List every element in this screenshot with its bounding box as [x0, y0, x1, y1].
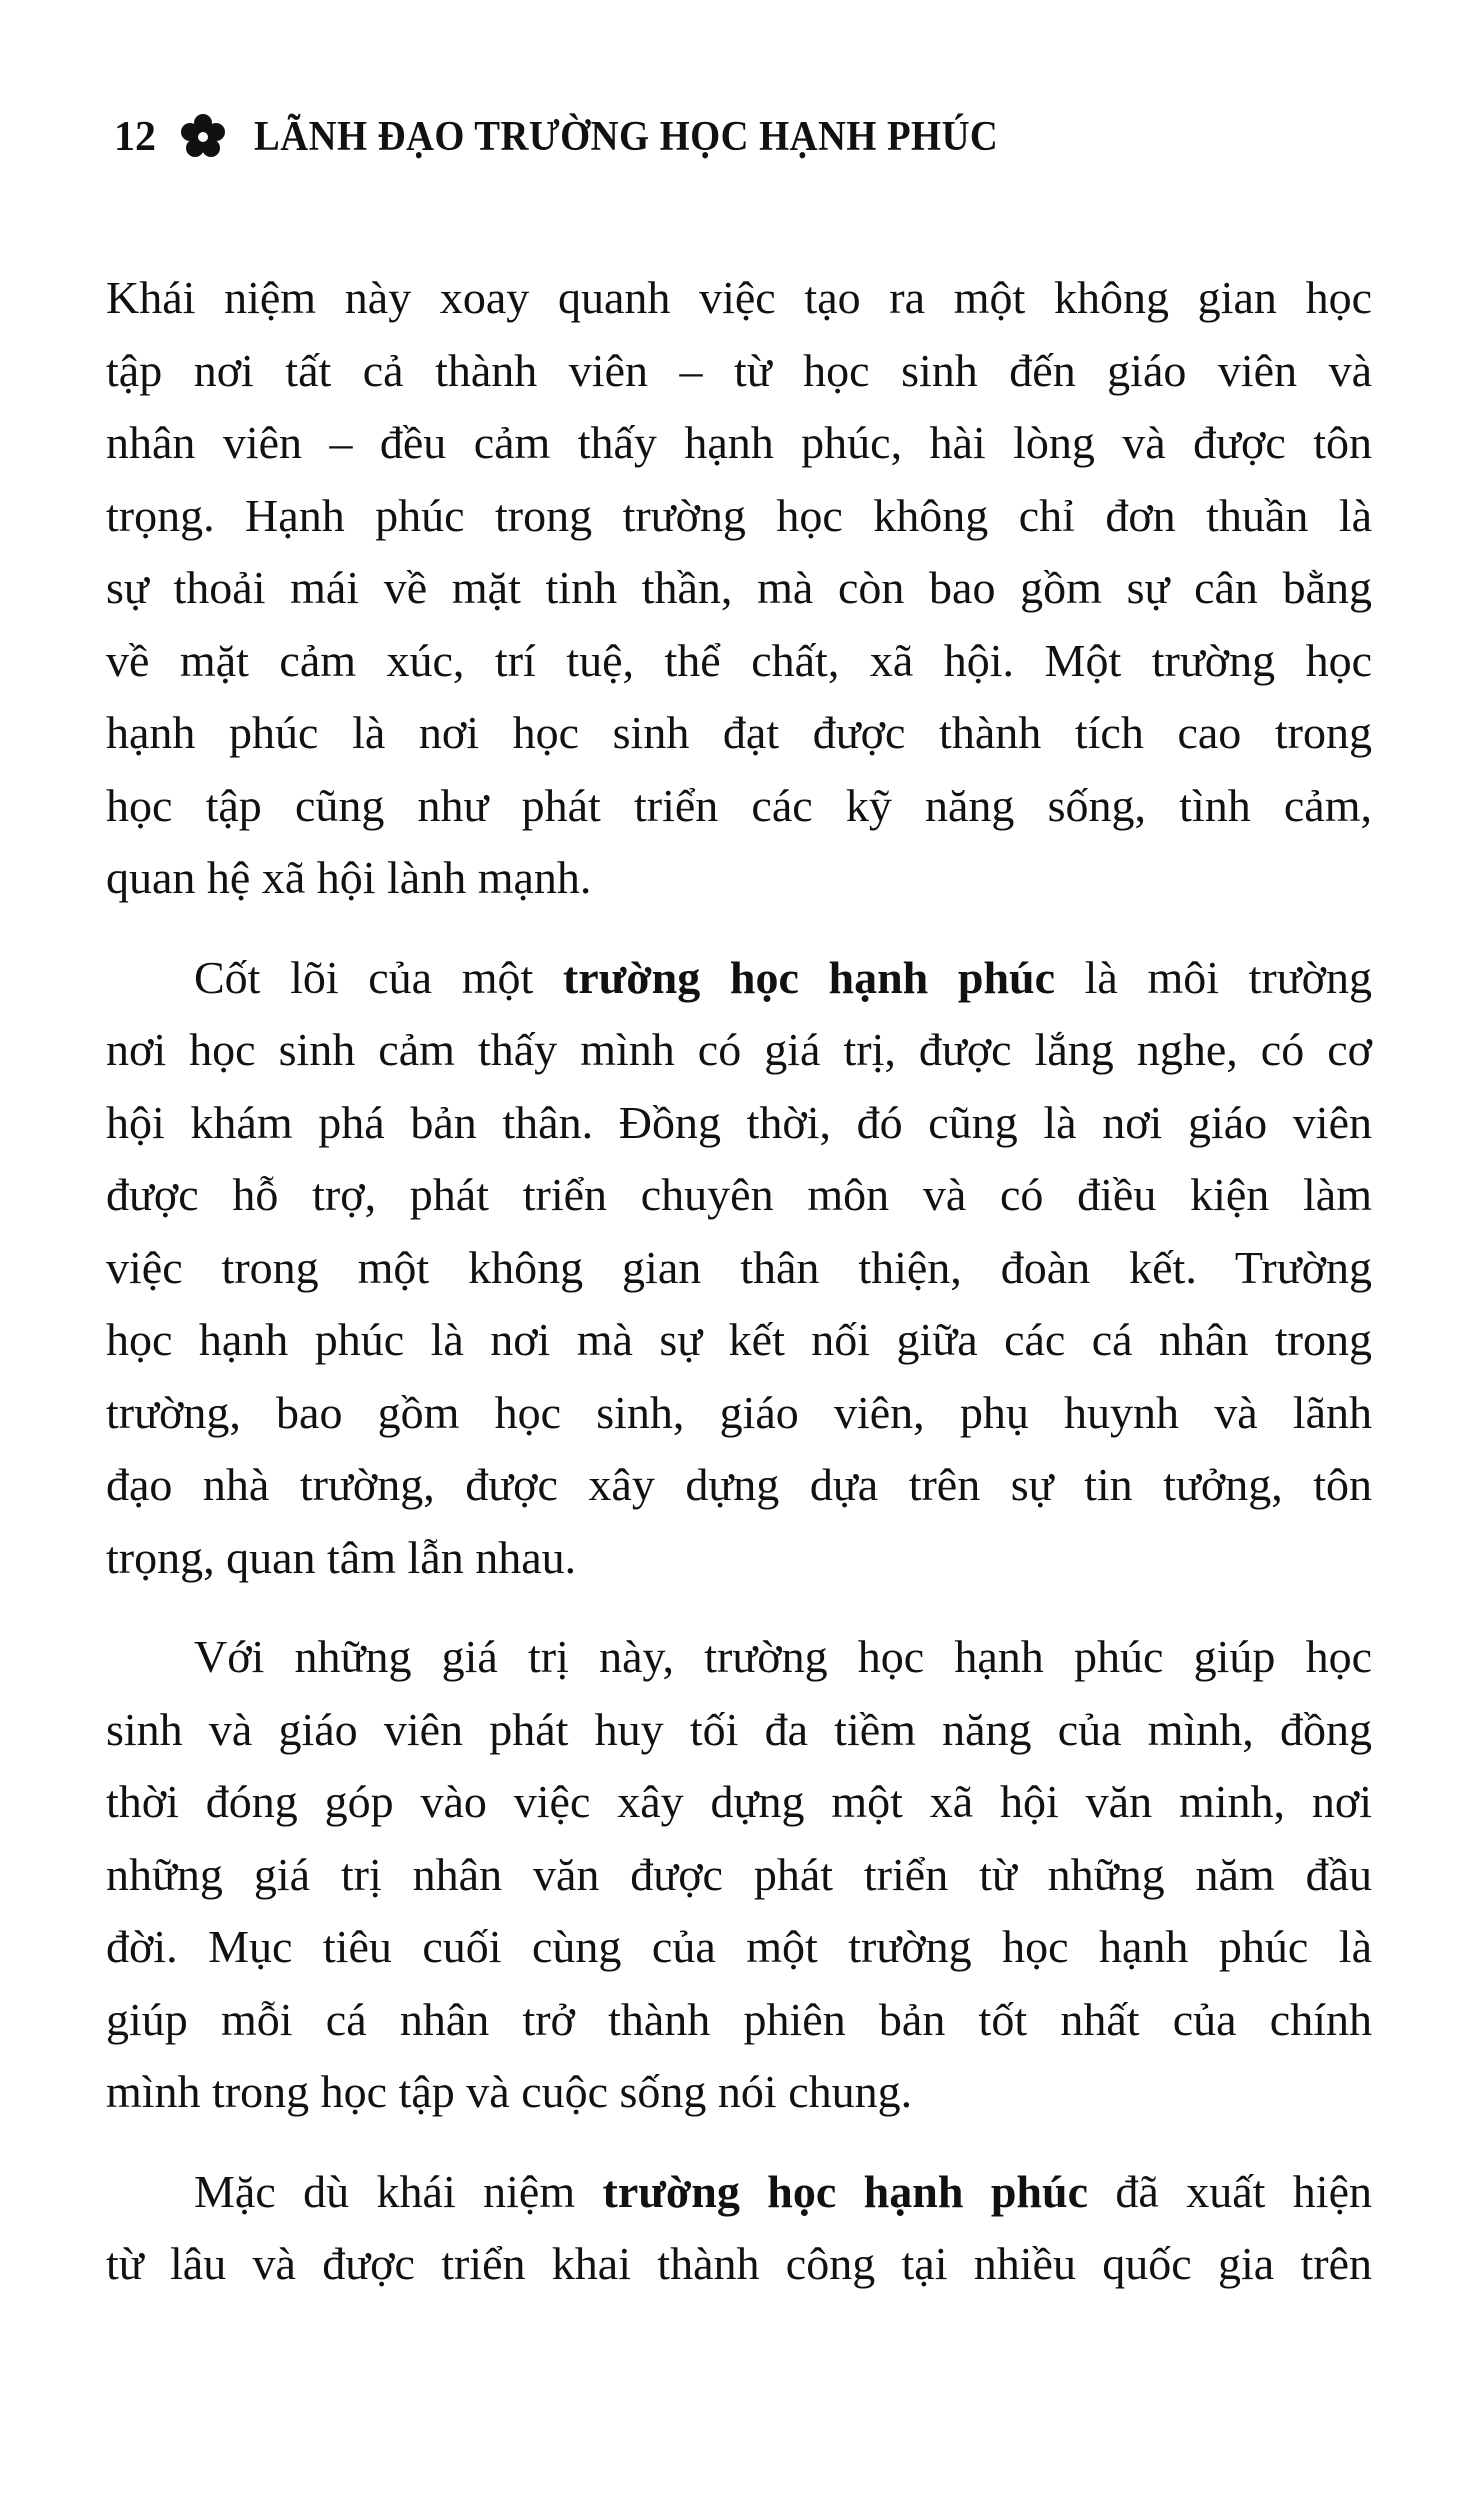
text-line	[106, 1377, 1372, 1450]
text-run: hội khám phá bản thân. Đồng thời, đó cũng là nơi giáo viên	[106, 1096, 1372, 1148]
text-run: những giá trị nhân văn được phát triển từ những năm đầu	[106, 1848, 1372, 1900]
text-run: trọng. Hạnh phúc trong trường học không chỉ đơn thuần là	[106, 489, 1372, 541]
text-line	[106, 1449, 1372, 1522]
text-run: việc trong một không gian thân thiện, đoàn kết. Trường	[106, 1241, 1372, 1293]
running-title: LÃNH ĐẠO TRƯỜNG HỌC HẠNH PHÚC	[254, 114, 999, 160]
text-line	[106, 1232, 1372, 1305]
text-run: thời đóng góp vào việc xây dựng một xã hội văn minh, nơi	[106, 1776, 1372, 1827]
paragraph	[106, 262, 1372, 915]
text-line	[106, 1766, 1372, 1839]
text-line	[106, 2056, 1372, 2129]
text-line	[106, 1304, 1372, 1377]
text-line	[106, 552, 1372, 625]
text-run: Mặc dù khái niệm	[194, 2165, 603, 2217]
text-line	[106, 1621, 1372, 1694]
page-number: 12	[114, 114, 156, 160]
text-line	[106, 1087, 1372, 1160]
text-line	[106, 2156, 1372, 2229]
text-run: học hạnh phúc là nơi mà sự kết nối giữa các cá nhân trong	[106, 1314, 1372, 1365]
text-run: Với những giá trị này, trường học hạnh phúc giúp học	[194, 1631, 1372, 1682]
body-text	[106, 262, 1372, 2328]
text-run: trọng, quan tâm lẫn nhau.	[106, 1531, 577, 1583]
flower-icon	[178, 112, 228, 162]
text-line	[106, 1694, 1372, 1767]
text-line	[106, 407, 1372, 480]
text-line	[106, 1159, 1372, 1232]
text-run: tập nơi tất cả thành viên – từ học sinh đến giáo viên và	[106, 344, 1372, 396]
text-run: Khái niệm này xoay quanh việc tạo ra một không gian học	[106, 272, 1372, 323]
text-line	[106, 1984, 1372, 2057]
text-run: đã xuất hiện	[1088, 2165, 1372, 2217]
text-line	[106, 2228, 1372, 2301]
text-run: giúp mỗi cá nhân trở thành phiên bản tốt nhất của chính	[106, 1993, 1372, 2045]
text-run: được hỗ trợ, phát triển chuyên môn và có điều kiện làm	[106, 1169, 1372, 1220]
bold-phrase: trường học hạnh phúc	[562, 951, 1056, 1003]
text-line	[106, 262, 1372, 335]
text-line	[106, 1522, 1372, 1595]
text-run: sự thoải mái về mặt tinh thần, mà còn bao gồm sự cân bằng	[106, 562, 1372, 613]
text-run: học tập cũng như phát triển các kỹ năng sống, tình cảm,	[106, 779, 1372, 831]
text-run: quan hệ xã hội lành mạnh.	[106, 852, 592, 903]
text-line	[106, 1839, 1372, 1912]
paragraph	[106, 2156, 1372, 2301]
text-run: nơi học sinh cảm thấy mình có giá trị, được lắng nghe, có cơ	[106, 1024, 1372, 1075]
text-run: là môi trường	[1055, 951, 1372, 1003]
text-run: sinh và giáo viên phát huy tối đa tiềm năng của mình, đồng	[106, 1703, 1372, 1755]
text-run: đời. Mục tiêu cuối cùng của một trường học hạnh phúc là	[106, 1921, 1372, 1972]
text-line	[106, 1911, 1372, 1984]
text-run: hạnh phúc là nơi học sinh đạt được thành tích cao trong	[106, 707, 1372, 758]
text-run: Cốt lõi của một	[194, 951, 563, 1003]
text-line	[106, 942, 1372, 1015]
text-line	[106, 770, 1372, 843]
text-line	[106, 625, 1372, 698]
text-line	[106, 480, 1372, 553]
text-line	[106, 1014, 1372, 1087]
running-header	[114, 112, 1063, 162]
text-run: mình trong học tập và cuộc sống nói chung.	[106, 2066, 913, 2117]
bold-phrase: trường học hạnh phúc	[602, 2165, 1088, 2217]
text-line	[106, 842, 1372, 915]
text-run: về mặt cảm xúc, trí tuệ, thể chất, xã hội. Một trường học	[106, 634, 1372, 686]
text-line	[106, 335, 1372, 408]
text-run: từ lâu và được triển khai thành công tại nhiều quốc gia trên	[106, 2238, 1372, 2289]
paragraph	[106, 1621, 1372, 2129]
text-run: nhân viên – đều cảm thấy hạnh phúc, hài lòng và được tôn	[106, 417, 1372, 468]
text-line	[106, 697, 1372, 770]
paragraph	[106, 942, 1372, 1595]
text-run: đạo nhà trường, được xây dựng dựa trên sự tin tưởng, tôn	[106, 1459, 1372, 1510]
text-run: trường, bao gồm học sinh, giáo viên, phụ huynh và lãnh	[106, 1386, 1372, 1438]
